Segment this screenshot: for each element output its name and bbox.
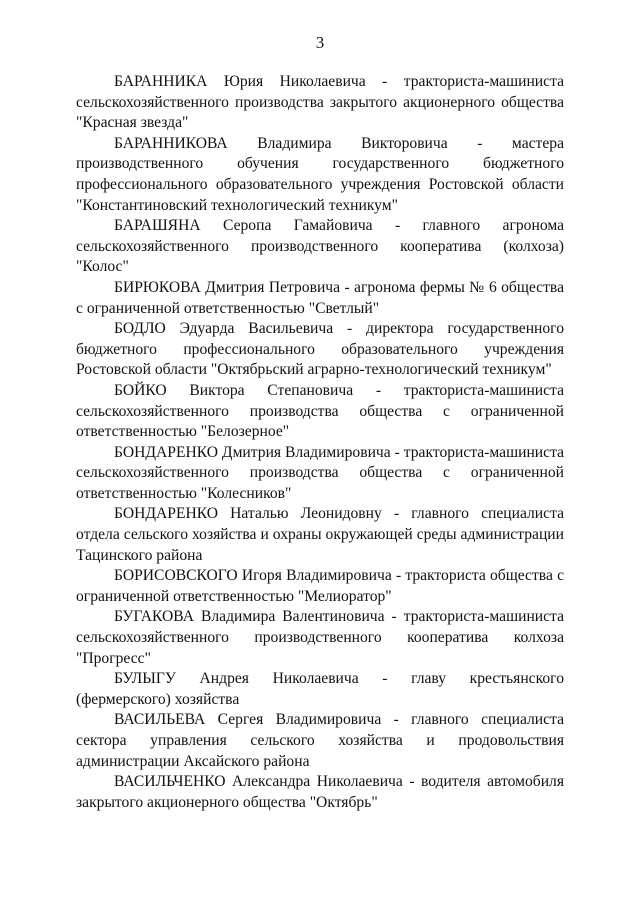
list-item: БИРЮКОВА Дмитрия Петровича - агронома фермы № 6 общества с ограниченной ответственностью "Светлый" (76, 278, 564, 317)
list-item: ВАСИЛЬЕВА Сергея Владимировича - главного специалиста сектора управления сельского хозяйства и продовольствия администрации Аксайского района (76, 711, 564, 770)
list-item: БАРАННИКА Юрия Николаевича - тракториста-машиниста сельскохозяйственного производства закрытого акционерного общества "Красная звезда" (76, 73, 564, 132)
page-number: 3 (315, 33, 325, 52)
list-item: ВАСИЛЬЧЕНКО Александра Николаевича - водителя автомобиля закрытого акционерного общества "Октябрь" (76, 773, 564, 811)
list-item: БОЙКО Виктора Степановича - тракториста-машиниста сельскохозяйственного производства общества с ограниченной ответственностью "Белозерное" (76, 381, 564, 441)
list-item: БУГАКОВА Владимира Валентиновича - тракториста-машиниста сельскохозяйственного производственного кооператива колхоза "Прогресс" (76, 608, 564, 667)
list-item: БОНДАРЕНКО Наталью Леонидовну - главного специалиста отдела сельского хозяйства и охраны окружающей среды администрации Тацинского района (76, 505, 564, 564)
list-item: БУЛЫГУ Андрея Николаевича - главу крестьянского (фермерского) хозяйства (76, 670, 564, 708)
list-item: БОНДАРЕНКО Дмитрия Владимировича - тракториста-машиниста сельскохозяйственного производства общества с ограниченной ответственностью "Колесников" (76, 443, 564, 502)
award-list (76, 72, 564, 813)
list-item: БАРАННИКОВА Владимира Викторовича - мастера производственного обучения государственного бюджетного профессионального образовательного учреждения Ростовской области "Константиновский технологический техникум" (76, 134, 564, 214)
list-item: БАРАШЯНА Серопа Гамайовича - главного агронома сельскохозяйственного производственного кооператива (колхоза) "Колос" (76, 217, 564, 276)
list-item: БОРИСОВСКОГО Игоря Владимировича - тракториста общества с ограниченной ответственностью "Мелиоратор" (76, 567, 564, 605)
list-item: БОДЛО Эдуарда Васильевича - директора государственного бюджетного профессионального образовательного учреждения Ростовской области "Октябрьский аграрно-технологический техникум" (76, 320, 564, 379)
